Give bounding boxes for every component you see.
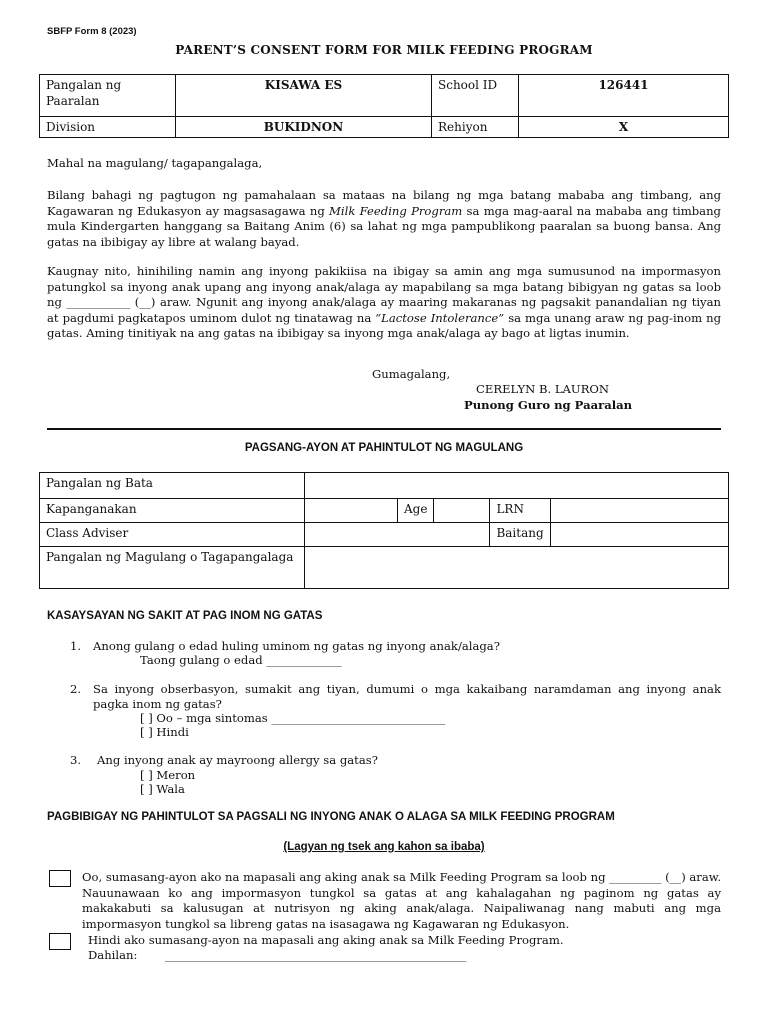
disagree-text: Hindi ako sumasang-ayon na mapasali ang aking anak sa Milk Feeding Program. (88, 933, 564, 947)
q3-option-no[interactable]: [ ] Wala (140, 782, 185, 796)
history-heading: KASAYSAYAN NG SAKIT AT PAG INOM NG GATAS (47, 610, 323, 622)
region-label: Rehiyon (432, 117, 519, 138)
agree-text: Oo, sumasang-ayon ako na mapasali ang aking anak sa Milk Feeding Program sa loob ng _________ (__) araw. Nauunawaan ko ang impormasyon tungkol sa gatas at ang kahalagahan ng paginom ng gatas ay makakabuti sa kalusugan at nutrisyon ng aking anak/alaga. Naipaliwanag nang mabuti ang mga impormasyon tungkol sa libreng gatas na isasagawa ng Kagawaran ng Edukasyon. (82, 870, 721, 931)
school-name-label: Pangalan ng Paaralan (40, 75, 176, 117)
disagree-checkbox[interactable] (49, 933, 71, 950)
parent-name-label: Pangalan ng Magulang o Tagapangalaga (40, 547, 305, 589)
birthdate-label: Kapanganakan (40, 499, 305, 523)
q1-answer[interactable]: Taong gulang o edad _____________ (140, 653, 342, 667)
school-info-table (39, 74, 729, 138)
q1-number: 1. (70, 639, 82, 653)
student-info-table (39, 472, 729, 589)
q3-option-yes[interactable]: [ ] Meron (140, 768, 196, 782)
age-field[interactable] (434, 499, 490, 523)
division-value: BUKIDNON (176, 117, 432, 138)
lrn-label: LRN (490, 499, 551, 523)
child-name-field[interactable] (305, 473, 729, 499)
lrn-field[interactable] (551, 499, 729, 523)
q2-option-yes[interactable]: [ ] Oo – mga sintomas ______________________________ (140, 711, 446, 725)
grade-field[interactable] (551, 523, 729, 547)
q1-text: Anong gulang o edad huling uminom ng gatas ng inyong anak/alaga? (93, 639, 500, 653)
class-adviser-field[interactable] (305, 523, 490, 547)
signatory-title: Punong Guro ng Paaralan (464, 398, 633, 412)
q2-number: 2. (70, 682, 82, 696)
class-adviser-label: Class Adviser (40, 523, 305, 547)
q2-option-no[interactable]: [ ] Hindi (140, 725, 189, 739)
reason-field[interactable]: ____________________________________________________ (165, 948, 467, 962)
closing: Gumagalang, (372, 367, 451, 381)
salutation: Mahal na magulang/ tagapangalaga, (47, 156, 263, 170)
birthdate-field[interactable] (305, 499, 398, 523)
q2-text: Sa inyong obserbasyon, sumakit ang tiyan, dumumi o mga kakaibang naramdaman ang inyong anak pagka inom ng gatas? (93, 682, 721, 711)
agree-checkbox[interactable] (49, 870, 71, 887)
permission-instruction: (Lagyan ng tsek ang kahon sa ibaba) (283, 841, 485, 853)
child-name-label: Pangalan ng Bata (40, 473, 305, 499)
grade-label: Baitang (490, 523, 551, 547)
school-id-value: 126441 (519, 75, 729, 117)
permission-heading: PAGBIBIGAY NG PAHINTULOT SA PAGSALI NG INYONG ANAK O ALAGA SA MILK FEEDING PROGRAM (47, 811, 615, 823)
form-number: SBFP Form 8 (2023) (47, 26, 137, 37)
school-id-label: School ID (432, 75, 519, 117)
parent-name-field[interactable] (305, 547, 729, 589)
region-value: X (519, 117, 729, 138)
section-divider (47, 428, 721, 430)
q3-number: 3. (70, 753, 82, 767)
page-title: PARENT’S CONSENT FORM FOR MILK FEEDING PROGRAM (175, 43, 593, 57)
letter-paragraph-2: Kaugnay nito, hinihiling namin ang inyong pakikiisa na ibigay sa amin ang mga sumusunod na impormasyon patungkol sa inyong anak upang ang inyong anak/alaga ay mapabilang sa mga batang bibigyan ng gatas sa loob ng ___________ (__) araw. Ngunit ang inyong anak/alaga ay maaring makaranas ng pagsakit panandalian ng tiyan at pagdumi pagkatapos uminom dulot ng tinatawag na “Lactose Intolerance” sa mga unang araw ng pag-inom ng gatas. Aming tinitiyak na ang gatas na ibibigay sa inyong mga anak/alaga ay bago at ligtas inumin. (47, 264, 722, 340)
consent-heading: PAGSANG-AYON AT PAHINTULOT NG MAGULANG (244, 442, 524, 454)
reason-label: Dahilan: (88, 948, 138, 962)
age-label: Age (398, 499, 434, 523)
q3-text: Ang inyong anak ay mayroong allergy sa gatas? (97, 753, 378, 767)
division-label: Division (40, 117, 176, 138)
letter-paragraph-1: Bilang bahagi ng pagtugon ng pamahalaan sa mataas na bilang ng mga batang mababa ang timbang, ang Kagawaran ng Edukasyon ay magsasagawa ng Milk Feeding Program sa mga mag-aaral na mababa ang timbang mula Kindergarten hanggang sa Baitang Anim (6) sa lahat ng mga pampublikong paaralan sa buong bansa. Ang gatas na ibibigay ay libre at walang bayad. (47, 188, 721, 249)
signatory-name: CERELYN B. LAURON (476, 382, 610, 396)
school-name-value: KISAWA ES (176, 75, 432, 117)
